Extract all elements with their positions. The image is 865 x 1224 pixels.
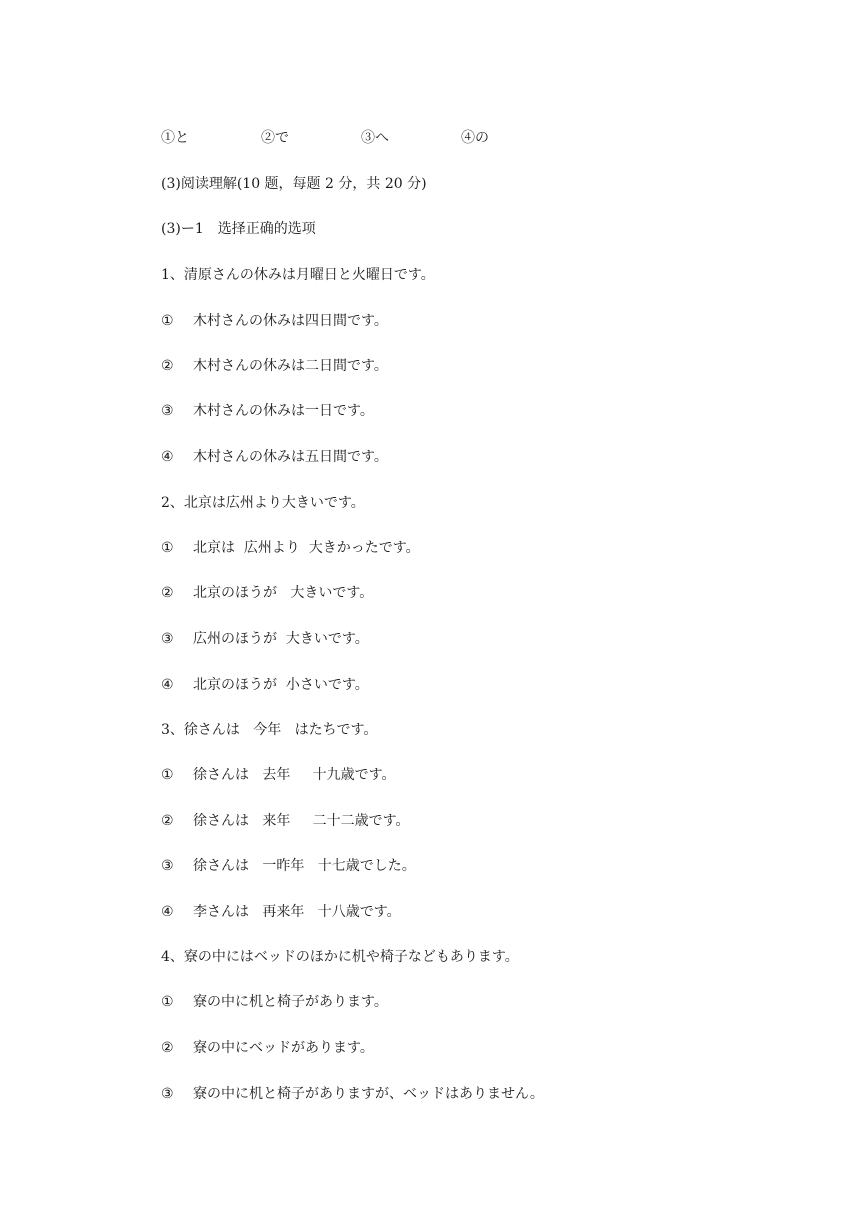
- option-mark: ④: [161, 904, 174, 920]
- question-2-stem: 2、北京は広州より大きいです。: [161, 495, 365, 511]
- option-text: 寮の中に机と椅子がありますが、ベッドはありません。: [193, 1086, 544, 1102]
- option-mark: ①: [161, 313, 174, 329]
- section-heading: (3)阅读理解(10 题，每题 2 分，共 20 分): [161, 176, 427, 192]
- option-text: 徐さんは 去年 十九歳です。: [193, 767, 396, 783]
- question-4-option-2: [161, 1038, 374, 1058]
- question-4-option-3: [161, 1084, 544, 1104]
- question-3-option-3: [161, 856, 416, 876]
- option-text: 徐さんは 一昨年 十七歳でした。: [193, 858, 416, 874]
- question-1-option-3: [161, 401, 374, 421]
- option-mark: ④: [161, 677, 174, 693]
- option-mark: ②: [161, 585, 174, 601]
- option-mark: ④: [161, 449, 174, 465]
- question-1-option-4: [161, 447, 388, 467]
- option-mark: ③: [161, 403, 174, 419]
- option-first-3: ③へ: [361, 130, 389, 146]
- question-1-stem: 1、清原さんの休みは月曜日と火曜日です。: [161, 267, 435, 283]
- question-2-option-3: [161, 629, 369, 649]
- question-3-option-2: [161, 811, 409, 831]
- option-mark: ③: [161, 858, 174, 874]
- question-1-option-1: [161, 311, 388, 331]
- question-3-option-1: [161, 765, 395, 785]
- question-4-stem: 4、寮の中にはベッドのほかに机や椅子などもあります。: [161, 949, 519, 965]
- option-first-2: ②で: [261, 130, 289, 146]
- option-text: 木村さんの休みは五日間です。: [193, 449, 388, 465]
- option-mark: ①: [161, 540, 174, 556]
- subsection-heading: (3)ー1 选择正确的选项: [161, 221, 316, 237]
- option-text: 北京のほうが 大きいです。: [193, 585, 374, 601]
- question-2-option-1: [161, 538, 420, 558]
- question-2-option-2: [161, 583, 373, 603]
- option-text: 木村さんの休みは一日です。: [193, 403, 374, 419]
- option-text: 木村さんの休みは四日間です。: [193, 313, 388, 329]
- option-text: 徐さんは 来年 二十二歳です。: [193, 813, 410, 829]
- option-text: 寮の中にベッドがあります。: [193, 1040, 374, 1056]
- option-mark: ①: [161, 767, 174, 783]
- question-3-stem: 3、徐さんは 今年 はたちです。: [161, 722, 378, 738]
- option-first-1: ①と: [161, 130, 189, 146]
- option-text: 李さんは 再来年 十八歳です。: [193, 904, 401, 920]
- option-mark: ③: [161, 1086, 174, 1102]
- option-text: 寮の中に机と椅子があります。: [193, 994, 388, 1010]
- option-mark: ②: [161, 1040, 174, 1056]
- option-mark: ②: [161, 813, 174, 829]
- question-2-option-4: [161, 675, 369, 695]
- question-3-option-4: [161, 902, 401, 922]
- question-1-option-2: [161, 356, 388, 376]
- option-text: 北京のほうが 小さいです。: [193, 677, 369, 693]
- option-text: 広州のほうが 大きいです。: [193, 631, 369, 647]
- option-mark: ②: [161, 358, 174, 374]
- question-4-option-1: [161, 992, 388, 1012]
- option-text: 木村さんの休みは二日間です。: [193, 358, 388, 374]
- option-mark: ①: [161, 994, 174, 1010]
- option-mark: ③: [161, 631, 174, 647]
- option-first-4: ④の: [461, 130, 489, 146]
- option-text: 北京は 広州より 大きかったです。: [193, 540, 420, 556]
